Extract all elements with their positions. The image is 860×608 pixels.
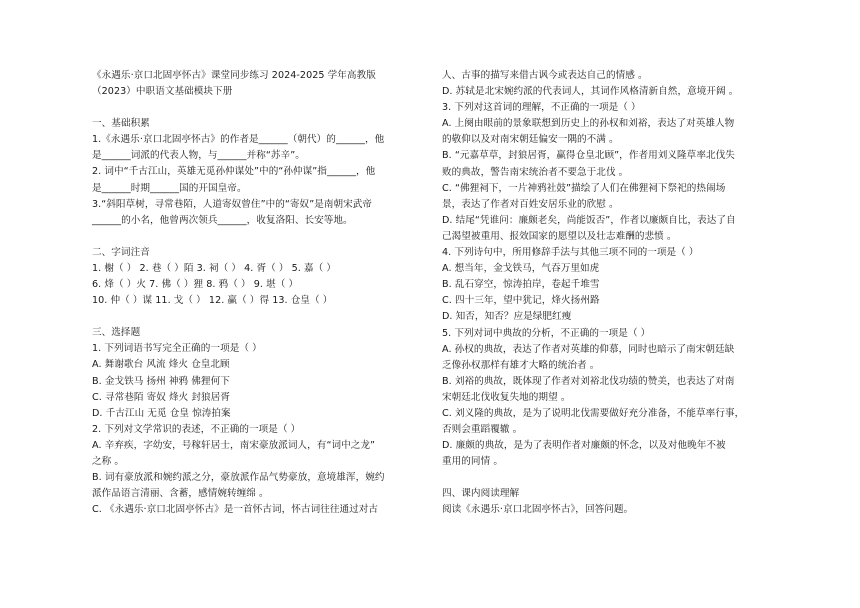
text-line: 己渴望被重用、报效国家的愿望以及壮志难酬的悲愤 。 bbox=[442, 230, 677, 242]
text-line: 1. 榭（ ） 2. 巷（ ）陌 3. 祠（ ） 4. 胥（ ） 5. 嘉（ ） bbox=[92, 262, 336, 274]
blank-line bbox=[92, 100, 416, 116]
text-line: 阅读《永遇乐·京口北固亭怀古》，回答问题。 bbox=[442, 504, 634, 516]
text-line: 2. 词中“千古江山，英雄无觅孙仲谋处”中的“孙仲谋”指______，他 bbox=[92, 166, 376, 178]
text-line: 1.《永遇乐·京口北固亭怀古》的作者是______（朝代）的______，他 bbox=[92, 134, 385, 146]
text-line: 否则会重蹈覆辙 。 bbox=[442, 424, 523, 436]
text-line: 4. 下列诗句中，所用修辞手法与其他三项不同的一项是（ ） bbox=[442, 247, 699, 259]
left-column bbox=[92, 68, 416, 518]
text-line: C. 寻常巷陌 寄奴 烽火 封狼居胥 bbox=[92, 391, 230, 403]
text-line: 乏像孙权那样有雄才大略的统治者 。 bbox=[442, 359, 600, 371]
text-line: B. “元嘉草草，封狼居胥，赢得仓皇北顾”，作者用刘义隆草率北伐失 bbox=[442, 150, 735, 162]
text-line: B. 金戈铁马 扬州 神鸦 佛狸何下 bbox=[92, 375, 230, 387]
text-line: 重用的同情 。 bbox=[442, 456, 503, 468]
text-line: A. 辛弃疾，字幼安，号稼轩居士，南宋豪放派词人，有“词中之龙” bbox=[92, 439, 376, 451]
blank-line bbox=[92, 229, 416, 245]
text-line: 败的典故，警告南宋统治者不要急于北伐 。 bbox=[442, 166, 629, 178]
text-line: 5. 下列对词中典故的分析，不正确的一项是（ ） bbox=[442, 327, 651, 339]
text-line: 一、基础积累 bbox=[92, 118, 150, 130]
text-line: 6. 烽（ ）火 7. 佛（ ）狸 8. 鸦（ ） 9. 堪（ ） bbox=[92, 279, 299, 291]
text-line: 宋朝廷北伐收复失地的期望 。 bbox=[442, 391, 571, 403]
text-line: 景，表达了作者对百姓安居乐业的欣慰 。 bbox=[442, 198, 619, 210]
text-line: ______的小名，他曾两次领兵______，收复洛阳、长安等地。 bbox=[92, 214, 353, 226]
text-line: 10. 仲（ ）谋 11. 戈（ ） 12. 赢（ ）得 13. 仓皇（ ） bbox=[92, 295, 333, 307]
text-line: 三、选择题 bbox=[92, 327, 141, 339]
blank-line bbox=[92, 309, 416, 325]
text-line: C. 《永遇乐·京口北固亭怀古》是一首怀古词，怀古词往往通过对古 bbox=[92, 504, 379, 516]
text-line: B. 乱石穿空，惊涛拍岸，卷起千堆雪 bbox=[442, 279, 600, 291]
text-line: 3.“斜阳草树，寻常巷陌，人道寄奴曾住”中的“寄奴”是南朝宋武帝 bbox=[92, 198, 373, 210]
text-line: 之称 。 bbox=[92, 455, 125, 467]
text-line: D. 苏轼是北宋婉约派的代表词人，其词作风格清新自然，意境开阔 。 bbox=[442, 86, 739, 98]
text-line: 的敬仰以及对南宋朝廷偏安一隅的不满 。 bbox=[442, 134, 619, 146]
text-line: A. 孙权的典故，表达了作者对英雄的仰慕，同时也暗示了南宋朝廷缺 bbox=[442, 343, 735, 355]
text-line: B. 刘裕的典故，既体现了作者对刘裕北伐功绩的赞美，也表达了对南 bbox=[442, 375, 735, 387]
text-line: 是______时期______国的开国皇帝。 bbox=[92, 182, 247, 194]
text-line: C. “佛狸祠下，一片神鸦社鼓”描绘了人们在佛狸祠下祭祀的热闹场 bbox=[442, 182, 726, 194]
text-line: 是______词派的代表人物，与______并称“苏辛”。 bbox=[92, 150, 305, 162]
text-line: 2. 下列对文学常识的表述，不正确的一项是（ ） bbox=[92, 423, 301, 435]
text-line: D. 廉颇的典故，是为了表明作者对廉颇的怀念，以及对他晚年不被 bbox=[442, 440, 726, 452]
text-line: 四、课内阅读理解 bbox=[442, 488, 520, 500]
text-line: A. 舞谢歌台 风流 烽火 仓皇北顾 bbox=[92, 359, 230, 371]
text-line: 1. 下列词语书写完全正确的一项是（ ） bbox=[92, 343, 262, 355]
text-line: B. 词有豪放派和婉约派之分，豪放派作品气势豪放，意境雄浑，婉约 bbox=[92, 472, 385, 484]
text-line: D. 知否，知否？应是绿肥红瘦 bbox=[442, 311, 572, 323]
text-line: 人、古事的描写来借古讽今或表达自己的情感 。 bbox=[442, 70, 648, 81]
text-line: A. 想当年，金戈铁马，气吞万里如虎 bbox=[442, 263, 600, 275]
text-line: 派作品语言清丽、含蓄，感情婉转缠绵 。 bbox=[92, 488, 269, 500]
text-line: A. 上阕由眼前的景象联想到历史上的孙权和刘裕，表达了对英雄人物 bbox=[442, 118, 735, 130]
text-line: C. 四十三年，望中犹记，烽火扬州路 bbox=[442, 295, 600, 307]
right-column bbox=[442, 68, 780, 519]
text-line: D. 结尾“凭谁问：廉颇老矣，尚能饭否”，作者以廉颇自比，表达了自 bbox=[442, 214, 736, 226]
text-line: 二、字词注音 bbox=[92, 246, 150, 258]
text-line: D. 千古江山 无觅 仓皇 惊涛拍案 bbox=[92, 407, 231, 419]
text-line: C. 刘义隆的典故，是为了说明北伐需要做好充分准备，不能草率行事， bbox=[442, 407, 745, 419]
text-line: 《永遇乐·京口北固亭怀古》课堂同步练习 2024-2025 学年高教版 bbox=[92, 70, 376, 81]
text-line: 3. 下列对这首词的理解，不正确的一项是（ ） bbox=[442, 102, 641, 114]
blank-line bbox=[442, 470, 780, 486]
text-line: （2023）中职语文基础模块下册 bbox=[92, 86, 233, 98]
